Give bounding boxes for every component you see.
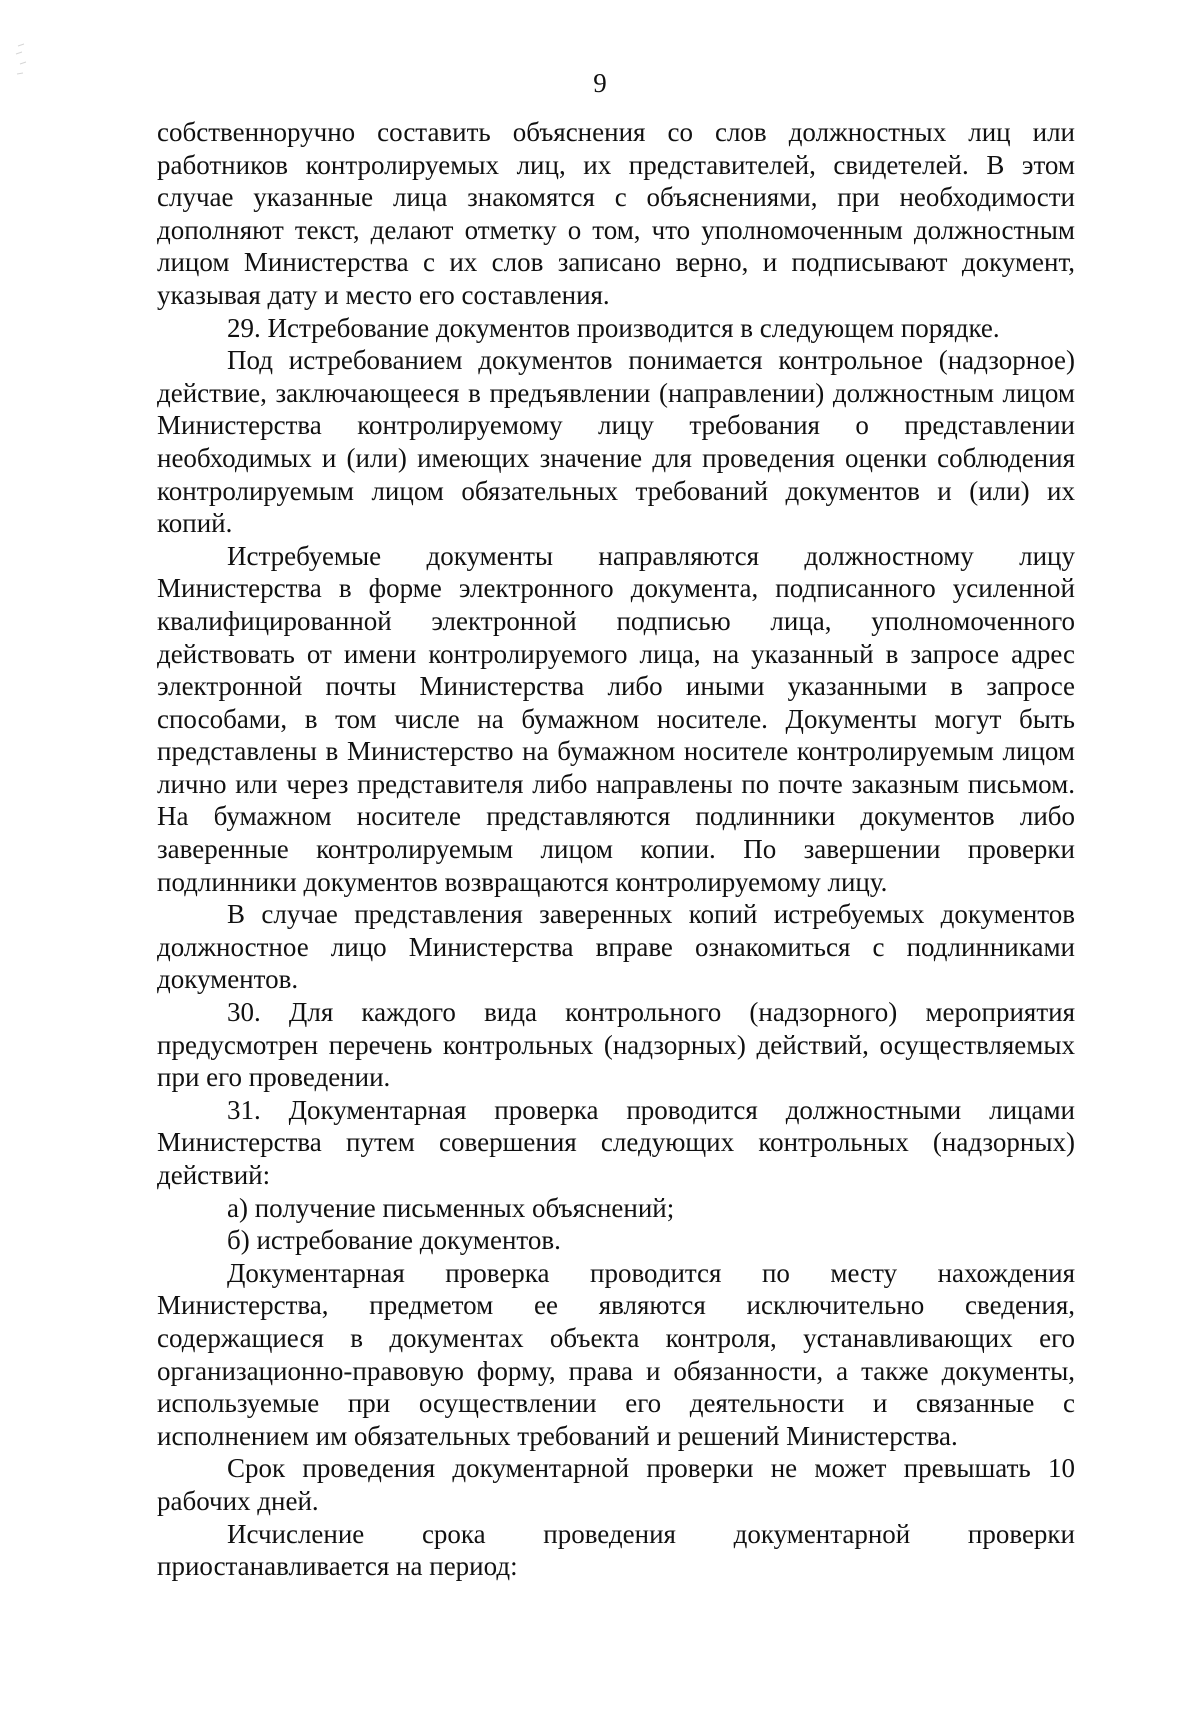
paragraph-11: Срок проведения документарной проверки не может превышать 10 рабочих дней. bbox=[157, 1453, 1075, 1516]
document-body bbox=[157, 116, 1075, 1583]
paragraph-9: б) истребование документов. bbox=[227, 1225, 561, 1256]
paragraph-10: Документарная проверка проводится по месту нахождения Министерства, предметом ее являются исключительно сведения, содержащиеся в документах объекта контроля, устанавливающих его организационно-правовую форму, права и обязанности, а также документы, используемые при осуществлении его деятельности и связанные с исполнением им обязательных требований и решений Министерства. bbox=[157, 1257, 1075, 1451]
paragraph-6: 30. Для каждого вида контрольного (надзорного) мероприятия предусмотрен перечень контрольных (надзорных) действий, осуществляемых при его проведении. bbox=[157, 997, 1075, 1093]
paragraph-12: Исчисление срока проведения документарной проверки приостанавливается на период: bbox=[157, 1518, 1075, 1582]
paragraph-7: 31. Документарная проверка проводится должностными лицами Министерства путем совершения следующих контрольных (надзорных) действий: bbox=[157, 1094, 1075, 1190]
paragraph-2: 29. Истребование документов производится в следующем порядке. bbox=[227, 312, 1000, 343]
paragraph-4: Истребуемые документы направляются должностному лицу Министерства в форме электронного документа, подписанного усиленной квалифицированной электронной подписью лица, уполномоченного действовать от имени контролируемого лица, на указанный в запросе адрес электронной почты Министерства либо иными указанными в запросе способами, в том числе на бумажном носителе. Документы могут быть представлены в Министерство на бумажном носителе контролируемым лицом лично или через представителя либо направлены по почте заказным письмом. На бумажном носителе представляются подлинники документов либо заверенные контролируемым лицом копии. По завершении проверки подлинники документов возвращаются контролируемому лицу. bbox=[157, 540, 1075, 897]
paragraph-5: В случае представления заверенных копий истребуемых документов должностное лицо Министерства вправе ознакомиться с подлинниками документов. bbox=[157, 899, 1075, 995]
page-number: 9 bbox=[593, 68, 607, 98]
paragraph-1: собственноручно составить объяснения со слов должностных лиц или работников контролируемых лиц, их представителей, свидетелей. В этом случае указанные лица знакомятся с объяснениями, при необходимости дополняют текст, делают отметку о том, что уполномоченным должностным лицом Министерства с их слов записано верно, и подписывают документ, указывая дату и место его составления. bbox=[157, 117, 1075, 310]
paragraph-8: а) получение письменных объяснений; bbox=[227, 1192, 675, 1223]
paragraph-3: Под истребованием документов понимается контрольное (надзорное) действие, заключающееся в предъявлении (направлении) должностным лицом Министерства контролируемому лицу требования о представлении необходимых и (или) имеющих значение для проведения оценки соблюдения контролируемым лицом обязательных требований документов и (или) их копий. bbox=[157, 345, 1075, 539]
